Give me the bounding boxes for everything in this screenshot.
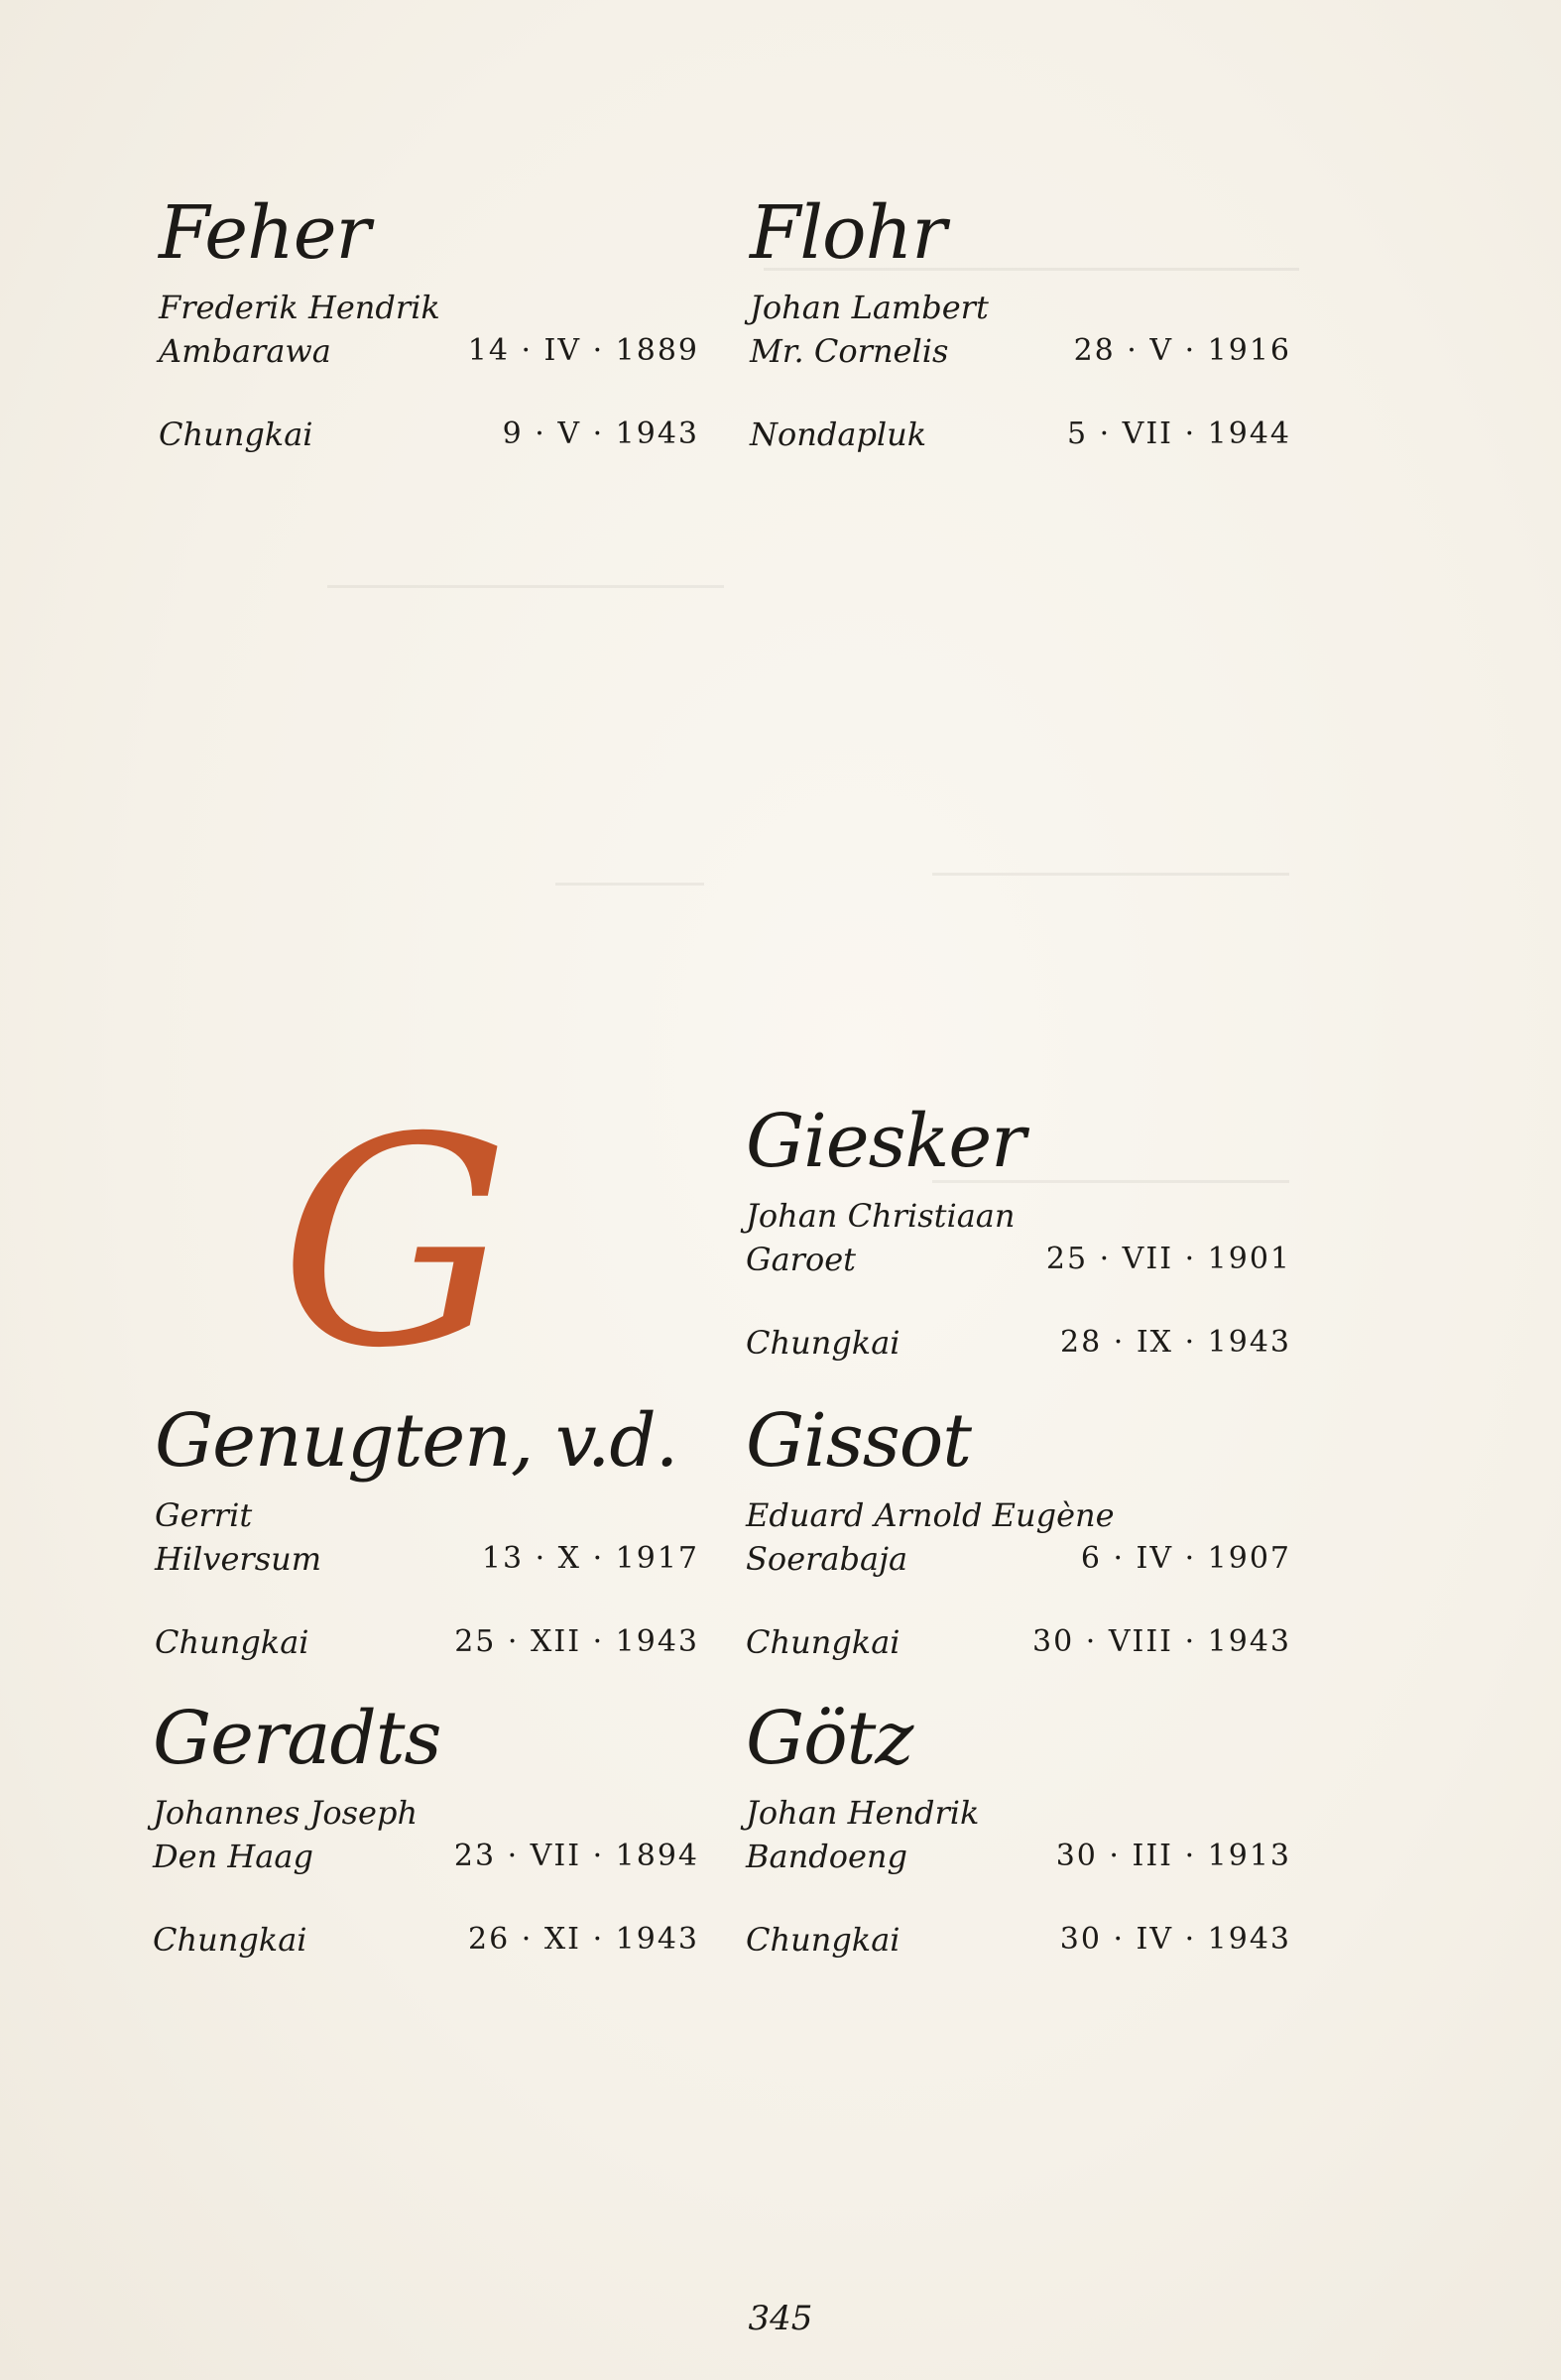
entry-gissot: [746, 1398, 1291, 1664]
birth-line: [746, 1238, 1291, 1281]
death-line: [746, 1918, 1291, 1962]
death-date: 26 · XI · 1943: [468, 1922, 699, 1957]
surname: Geradts: [153, 1696, 441, 1781]
birth-line: [750, 329, 1291, 373]
given-names: Eduard Arnold Eugène: [746, 1496, 1115, 1534]
death-place: Chungkai: [746, 1324, 901, 1362]
given-names: Frederik Hendrik: [159, 289, 440, 326]
death-line: [155, 1620, 699, 1664]
death-date: 30 · IV · 1943: [1059, 1922, 1291, 1957]
entry-gotz: [746, 1696, 1291, 1962]
birth-date: 13 · X · 1917: [481, 1541, 699, 1576]
birth-date: 23 · VII · 1894: [453, 1839, 699, 1873]
birth-place: Hilversum: [155, 1540, 322, 1578]
surname: Götz: [746, 1696, 913, 1781]
entry-genugten: [155, 1398, 699, 1664]
birth-date: 6 · IV · 1907: [1080, 1541, 1291, 1576]
birth-place: Garoet: [746, 1241, 856, 1278]
death-place: Nondapluk: [750, 416, 927, 453]
birth-place: Bandoeng: [746, 1838, 907, 1875]
surname: Feher: [159, 190, 370, 276]
death-place: Chungkai: [746, 1921, 901, 1959]
death-place: Chungkai: [155, 1623, 309, 1661]
birth-date: 30 · III · 1913: [1055, 1839, 1291, 1873]
surname: Flohr: [750, 190, 946, 276]
death-place: Chungkai: [159, 416, 313, 453]
birth-date: 25 · VII · 1901: [1045, 1242, 1291, 1276]
birth-place: Mr. Cornelis: [750, 332, 949, 370]
given-names: Johan Christiaan: [746, 1197, 1016, 1235]
birth-line: [159, 329, 699, 373]
entry-flohr: [750, 190, 1291, 456]
given-names: Johan Lambert: [750, 289, 989, 326]
death-line: [159, 413, 699, 456]
given-names: Johannes Joseph: [153, 1794, 419, 1832]
birth-line: [153, 1835, 699, 1878]
show-through-mark: [327, 516, 724, 588]
death-date: 5 · VII · 1944: [1066, 416, 1291, 451]
death-line: [153, 1918, 699, 1962]
death-date: 9 · V · 1943: [502, 416, 699, 451]
page-number: 345: [748, 2299, 813, 2338]
entry-giesker: [746, 1099, 1291, 1365]
death-place: Chungkai: [746, 1623, 901, 1661]
death-line: [750, 413, 1291, 456]
death-date: 30 · VIII · 1943: [1032, 1624, 1291, 1659]
surname: Genugten, v.d.: [155, 1398, 678, 1484]
entry-feher: [159, 190, 699, 456]
entry-geradts: [153, 1696, 699, 1962]
birth-line: [746, 1537, 1291, 1581]
death-date: 25 · XII · 1943: [454, 1624, 699, 1659]
birth-place: Ambarawa: [159, 332, 331, 370]
birth-line: [746, 1835, 1291, 1878]
birth-date: 14 · IV · 1889: [467, 333, 699, 368]
given-names: Johan Hendrik: [746, 1794, 980, 1832]
death-line: [746, 1321, 1291, 1365]
birth-place: Soerabaja: [746, 1540, 908, 1578]
death-date: 28 · IX · 1943: [1060, 1325, 1291, 1360]
birth-line: [155, 1537, 699, 1581]
decorated-initial: G: [280, 1077, 510, 1411]
surname: Giesker: [746, 1099, 1025, 1184]
show-through-mark: [932, 803, 1289, 876]
given-names: Gerrit: [155, 1496, 253, 1534]
death-line: [746, 1620, 1291, 1664]
death-place: Chungkai: [153, 1921, 307, 1959]
show-through-mark: [555, 813, 704, 886]
surname: Gissot: [746, 1398, 972, 1484]
birth-date: 28 · V · 1916: [1073, 333, 1291, 368]
birth-place: Den Haag: [153, 1838, 313, 1875]
